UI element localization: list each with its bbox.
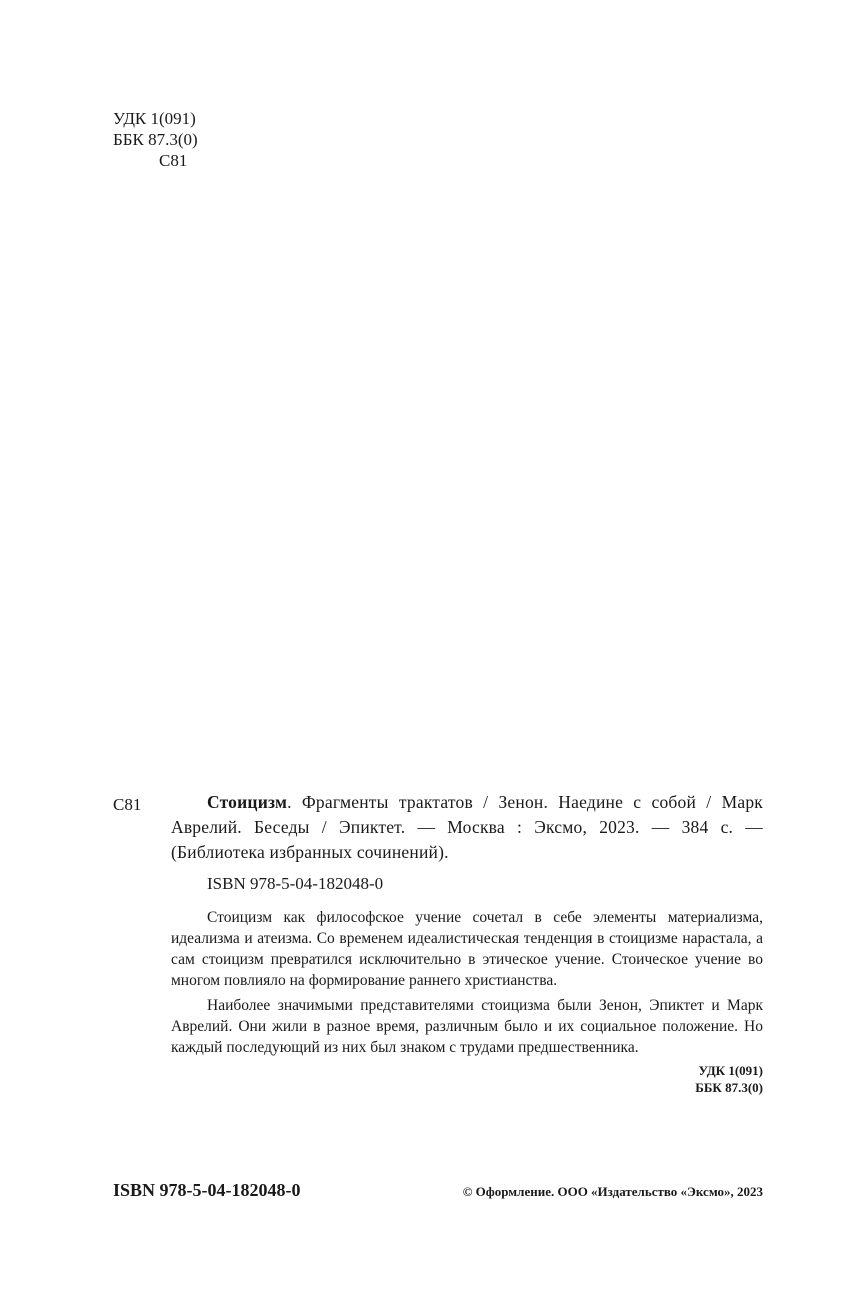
bbk-code: ББК 87.3(0) (113, 130, 198, 149)
footer-isbn: ISBN 978-5-04-182048-0 (113, 1180, 301, 1200)
udk-code: УДК 1(091) (698, 1063, 763, 1078)
copyright-notice: © Оформление. ООО «Издательство «Эксмо», 2023 (462, 1184, 763, 1199)
abstract-paragraph: Стоицизм как философское учение сочетал в себе элементы материализма, идеализма и атеизма. Со временем идеалистическая тенденция в стоицизме нарастала, а сам стоицизм превратился исключительно в этическое учение. Стоическое учение во многом повлияло на формирование раннего христианства. (171, 909, 763, 989)
record-cipher: С81 (113, 795, 142, 814)
imprint-footer (113, 1180, 763, 1201)
classification-codes-top (113, 108, 198, 171)
author-cipher: С81 (159, 151, 188, 170)
abstract (171, 907, 763, 1096)
bibliographic-record (113, 790, 763, 1096)
classification-codes-bottom (171, 1062, 763, 1096)
udk-code: УДК 1(091) (113, 109, 196, 128)
record-description: . Фрагменты трактатов / Зенон. Наедине с собой / Марк Аврелий. Беседы / Эпиктет. — Москва : Эксмо, 2023. — 384 с. — (Библиотека избранных сочинений). (171, 792, 763, 862)
bbk-code: ББК 87.3(0) (695, 1080, 763, 1095)
abstract-paragraph: Наиболее значимыми представителями стоицизма были Зенон, Эпиктет и Марк Аврелий. Они жили в разное время, различным было и их социальное положение. Но каждый последующий из них был знаком с трудами предшественника. (171, 997, 763, 1056)
record-entry (171, 790, 763, 865)
record-title: Стоицизм (207, 792, 288, 812)
record-isbn: ISBN 978-5-04-182048-0 (207, 874, 384, 893)
